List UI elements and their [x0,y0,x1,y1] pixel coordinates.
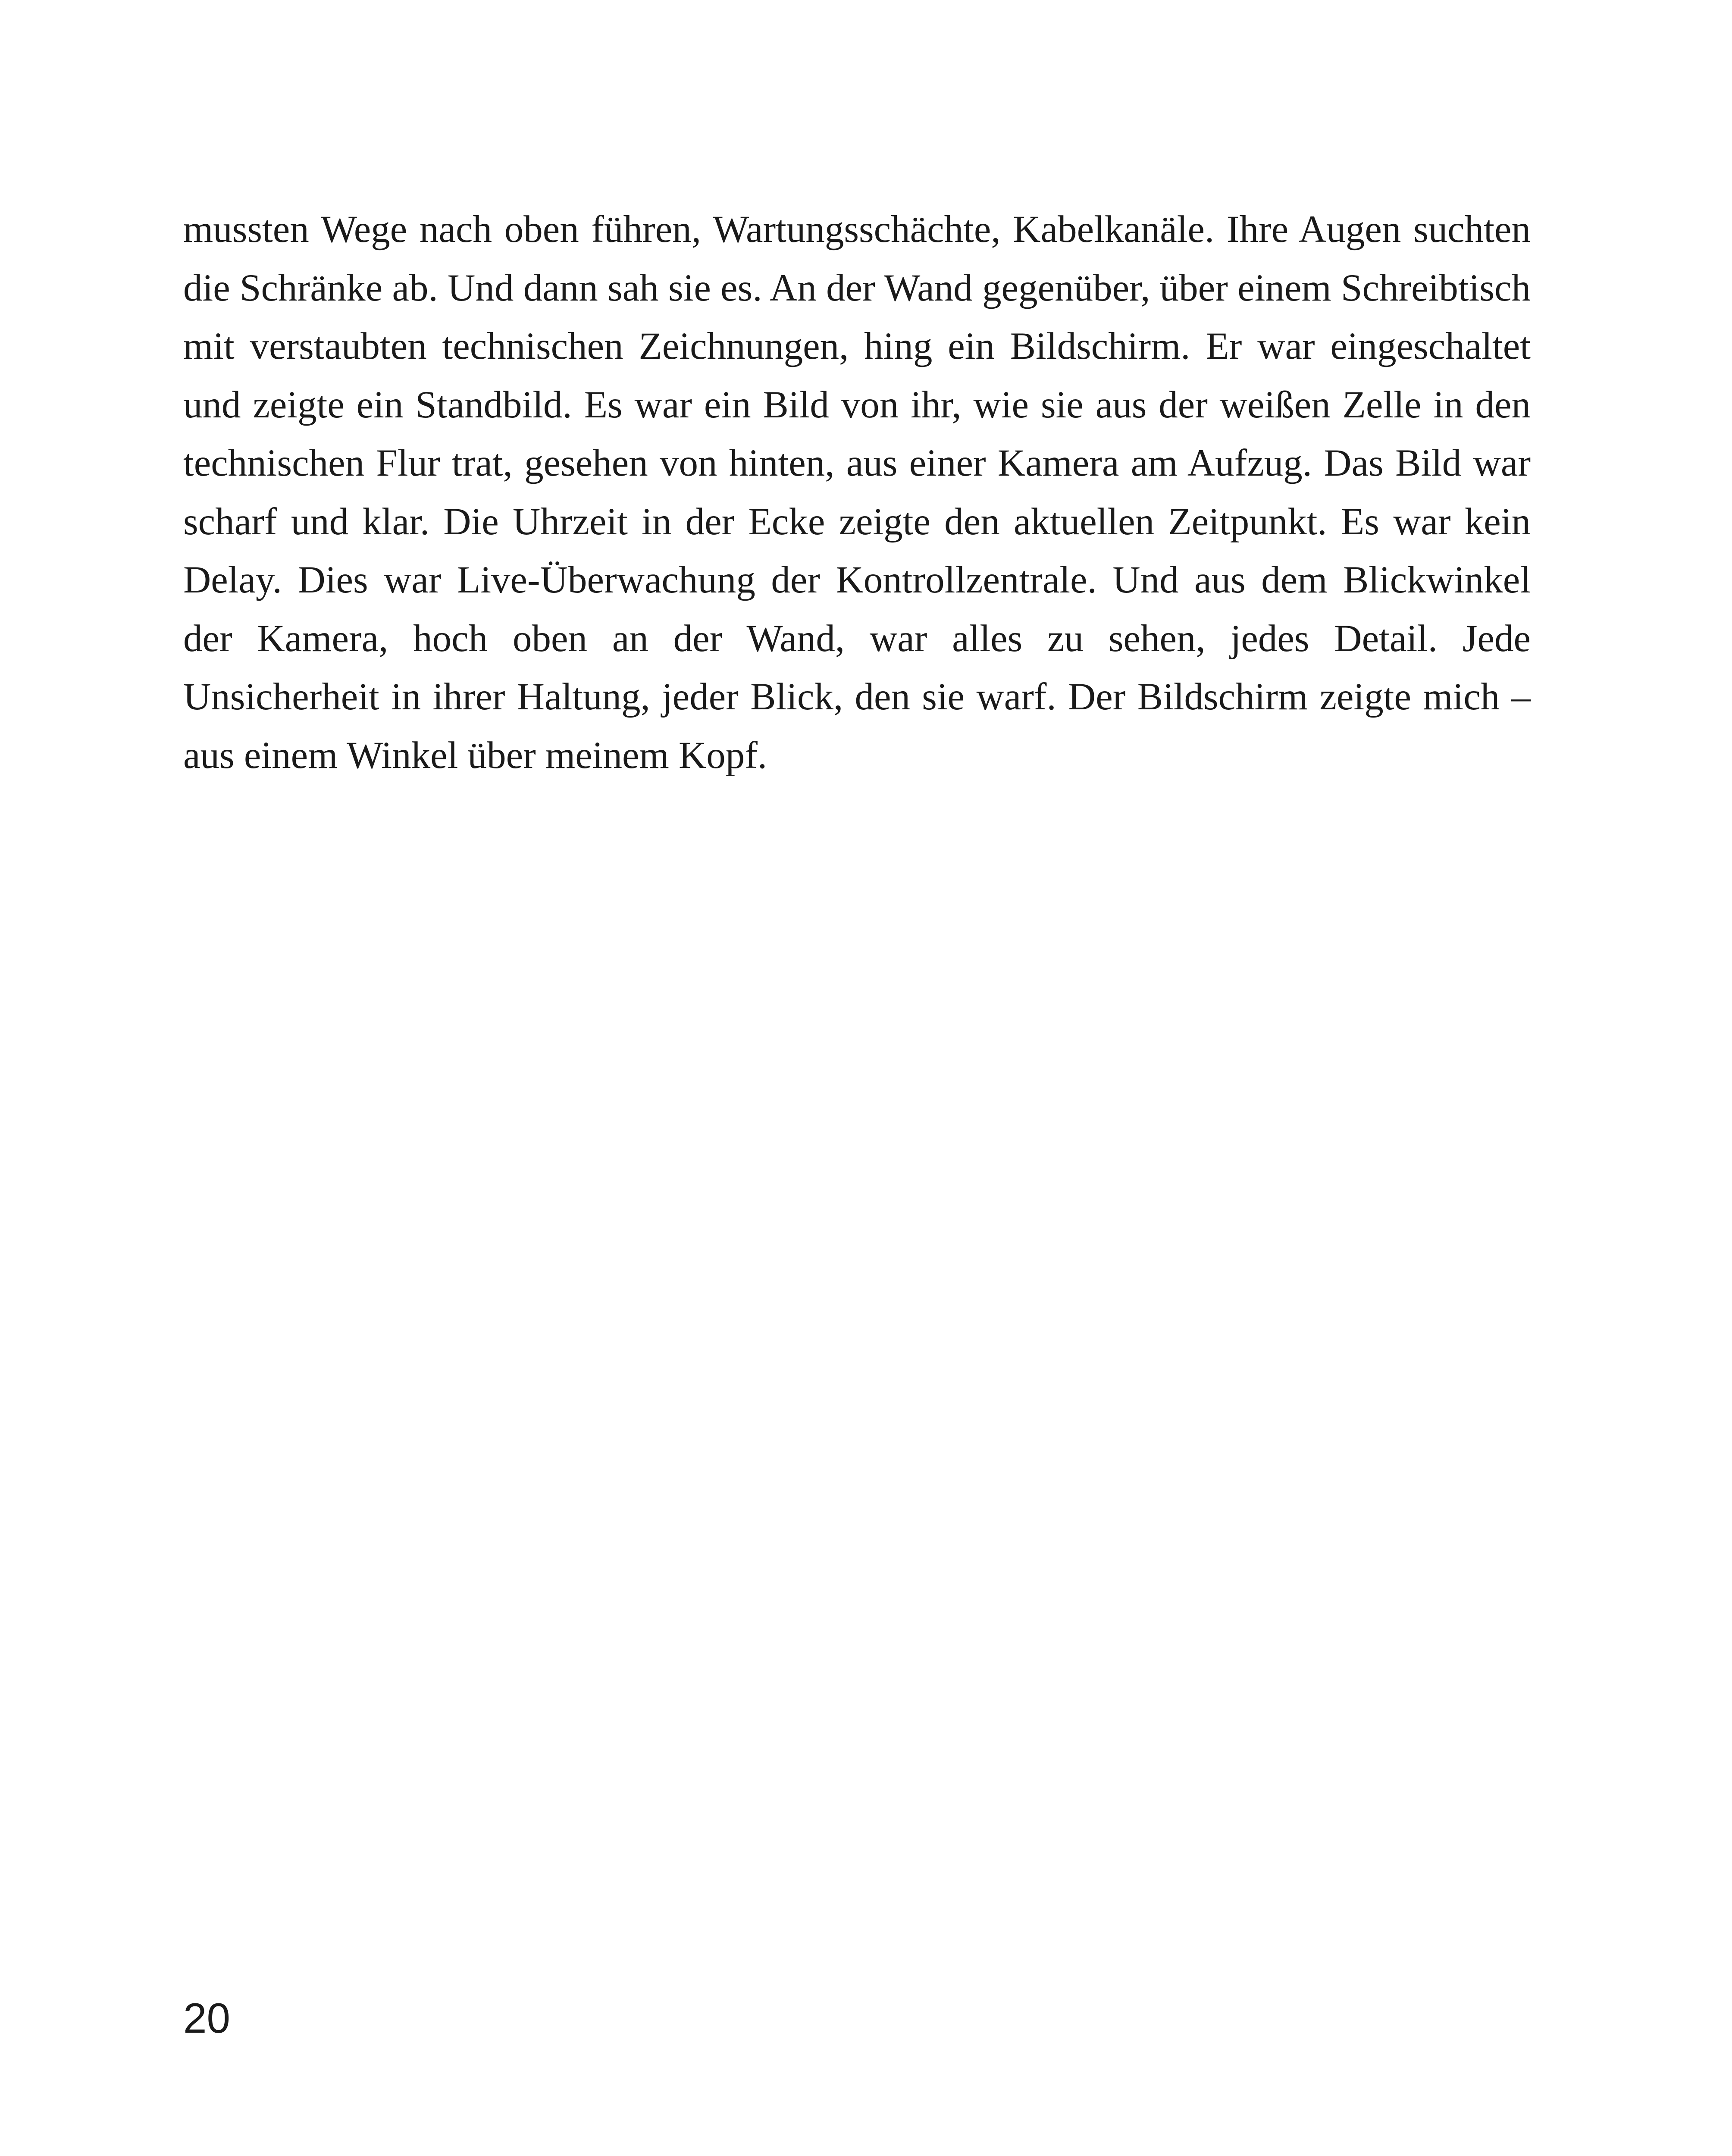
body-paragraph: mussten Wege nach oben führen, Wartungsschächte, Kabelkanäle. Ihre Augen suchten die Schränke ab. Und dann sah sie es. An der Wand gegenüber, über einem Schreibtisch mit verstaubten technischen Zeichnungen, hing ein Bildschirm. Er war eingeschaltet und zeigte ein Standbild. Es war ein Bild von ihr, wie sie aus der weißen Zelle in den technischen Flur trat, gesehen von hinten, aus einer Kamera am Aufzug. Das Bild war scharf und klar. Die Uhrzeit in der Ecke zeigte den aktuellen Zeitpunkt. Es war kein Delay. Dies war Live-Überwachung der Kontrollzentrale. Und aus dem Blickwinkel der Kamera, hoch oben an der Wand, war alles zu sehen, jedes Detail. Jede Unsicherheit in ihrer Haltung, jeder Blick, den sie warf. Der Bildschirm zeigte mich – aus einem Winkel über meinem Kopf. [183,208,1531,777]
page-number: 20 [183,1994,231,2042]
